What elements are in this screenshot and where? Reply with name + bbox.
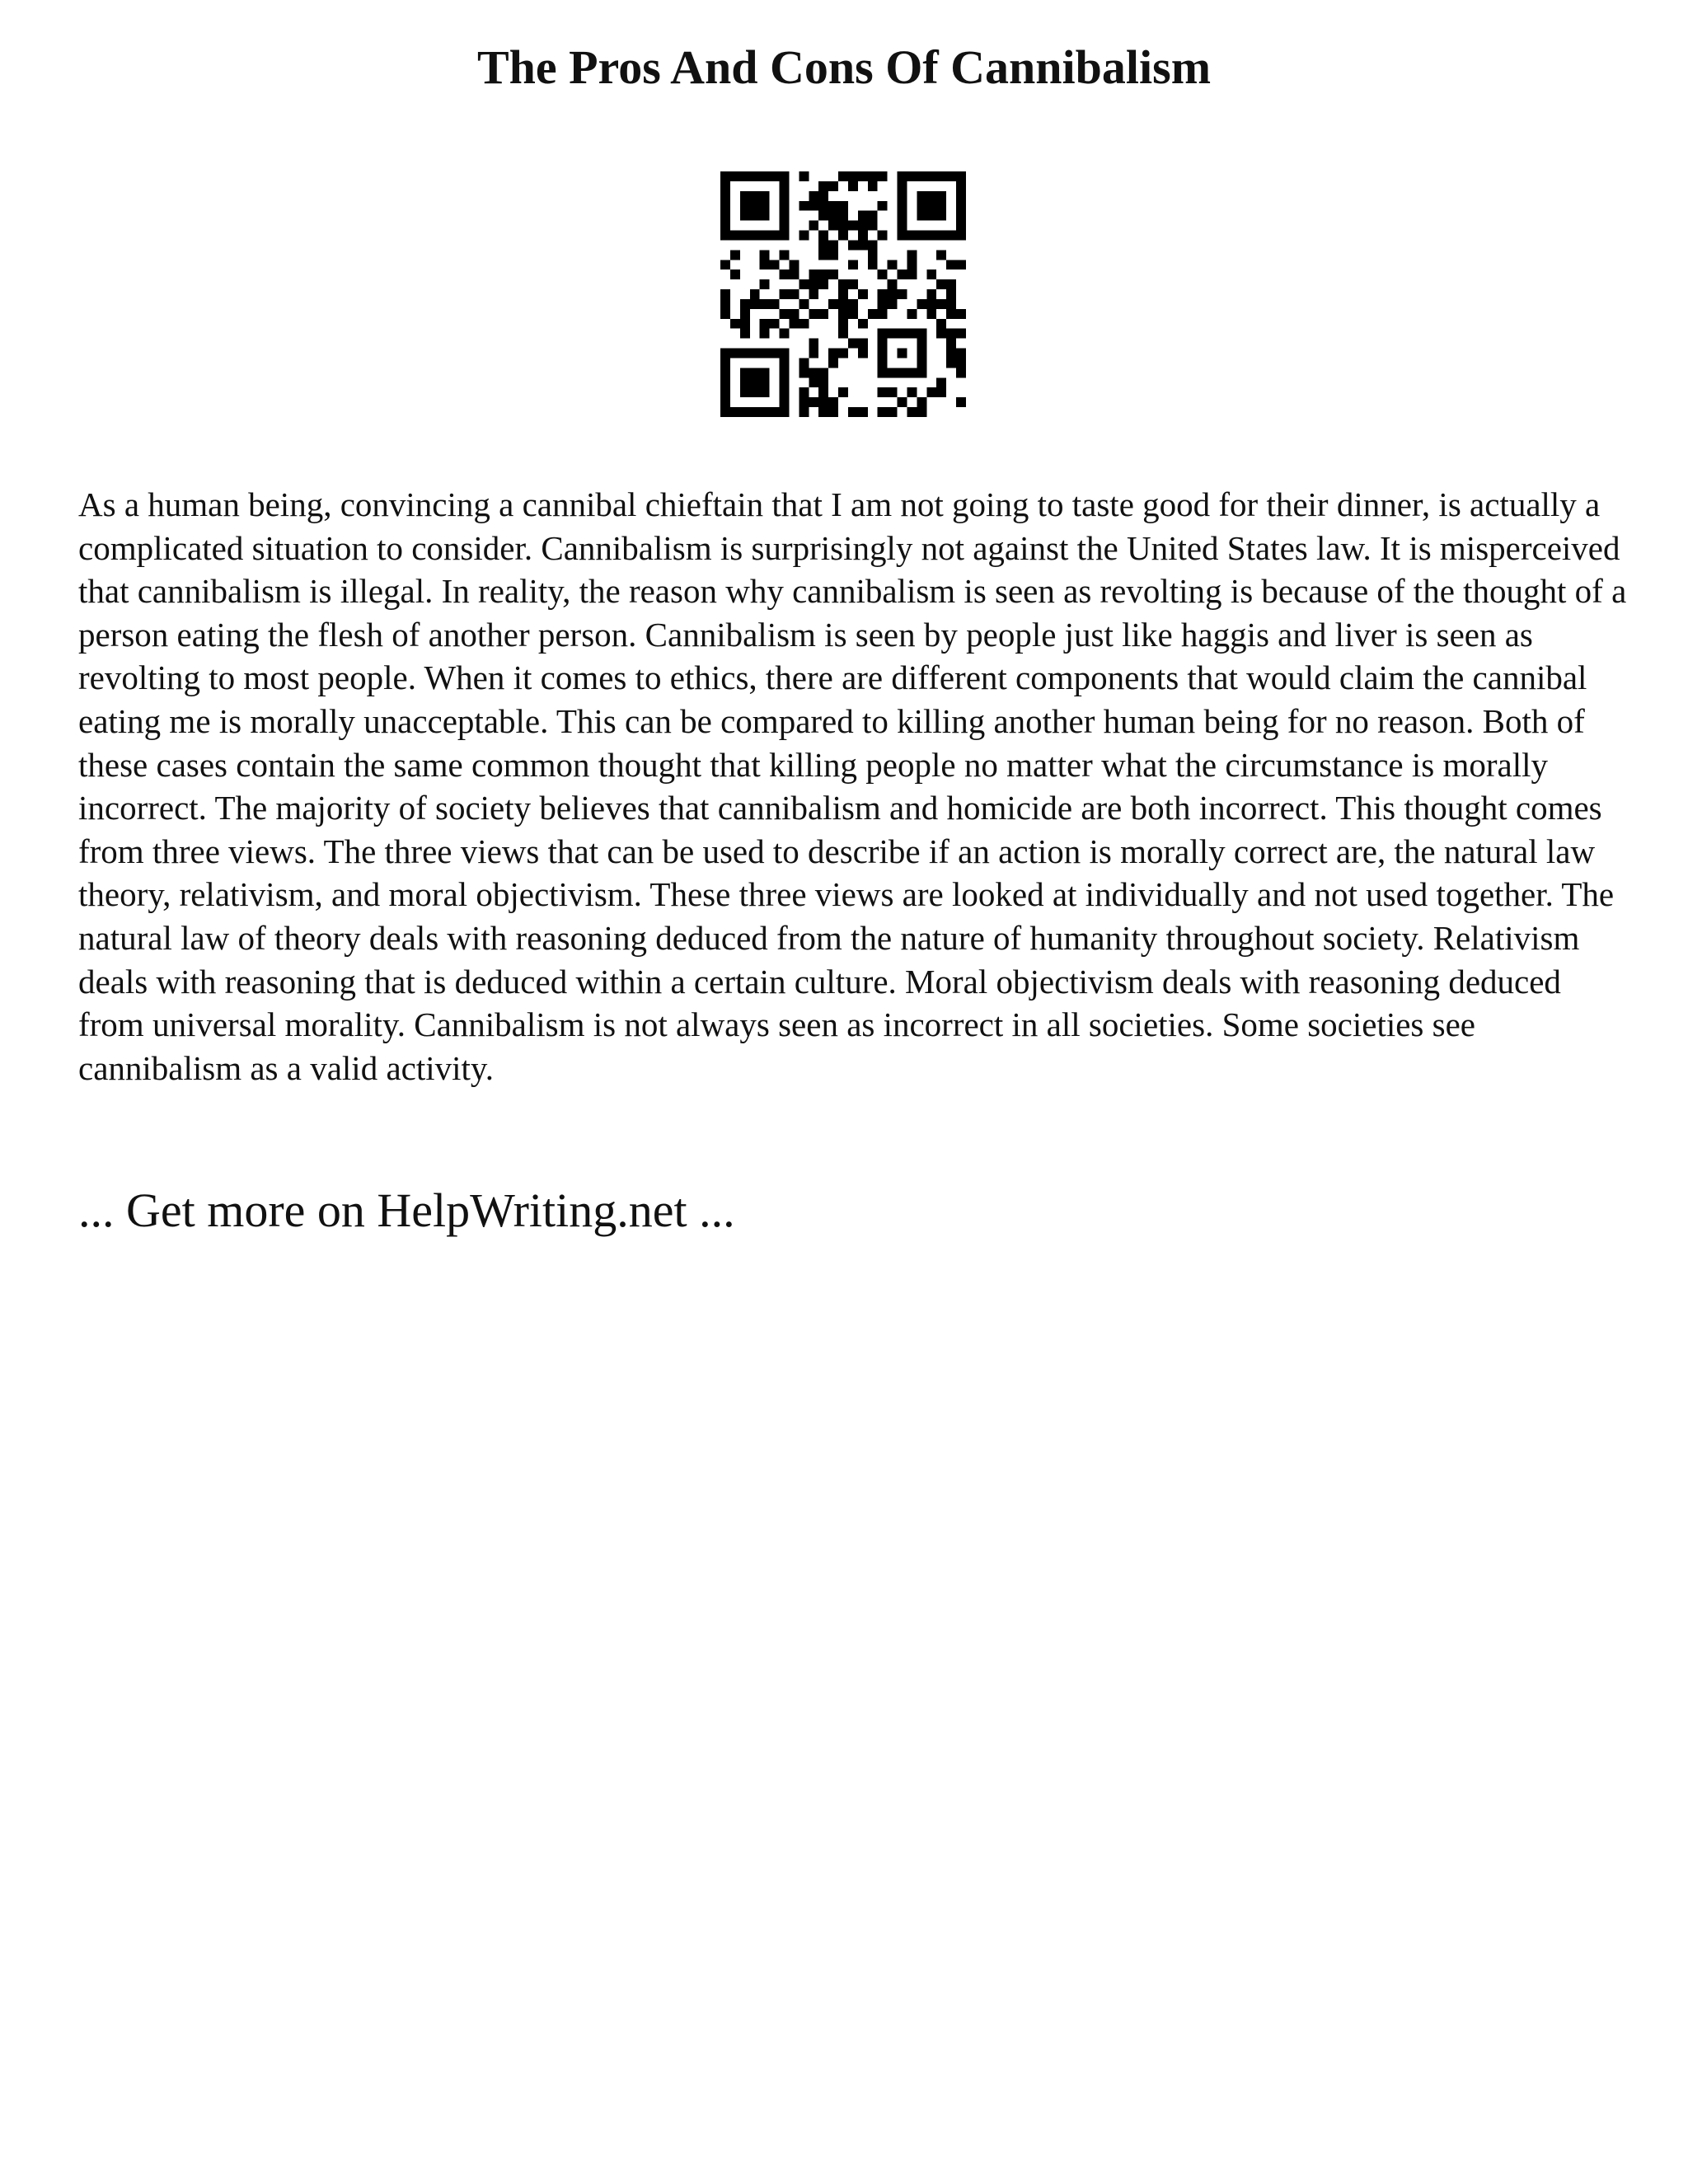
qr-code-icon (720, 171, 966, 417)
get-more-link[interactable]: ... Get more on HelpWriting.net ... (78, 1183, 735, 1237)
page-title: The Pros And Cons Of Cannibalism (476, 40, 1212, 94)
essay-paragraph: As a human being, convincing a cannibal chieftain that I am not going to taste good for their dinner, is actually a complicated situation to consider. Cannibalism is surprisingly not against the United States law. It is misperceived that cannibalism is illegal. In reality, the reason why cannibalism is seen as revolting is because of the thought of a person eating the flesh of another person. Cannibalism is seen by people just like haggis and liver is seen as revolting to most people. When it comes to ethics, there are different components that would claim the cannibal eating me is morally unacceptable. This can be compared to killing another human being for no reason. Both of these cases contain the same common thought that killing people no matter what the circumstance is morally incorrect. The majority of society believes that cannibalism and homicide are both incorrect. This thought comes from three views. The three views that can be used to describe if an action is morally correct are, the natural law theory, relativism, and moral objectivism. These three views are looked at individually and not used together. The natural law of theory deals with reasoning deduced from the nature of humanity throughout society. Relativism deals with reasoning that is deduced within a certain culture. Moral objectivism deals with reasoning deduced from universal morality. Cannibalism is not always seen as incorrect in all societies. Some societies see cannibalism as a valid activity. (78, 485, 1627, 1087)
